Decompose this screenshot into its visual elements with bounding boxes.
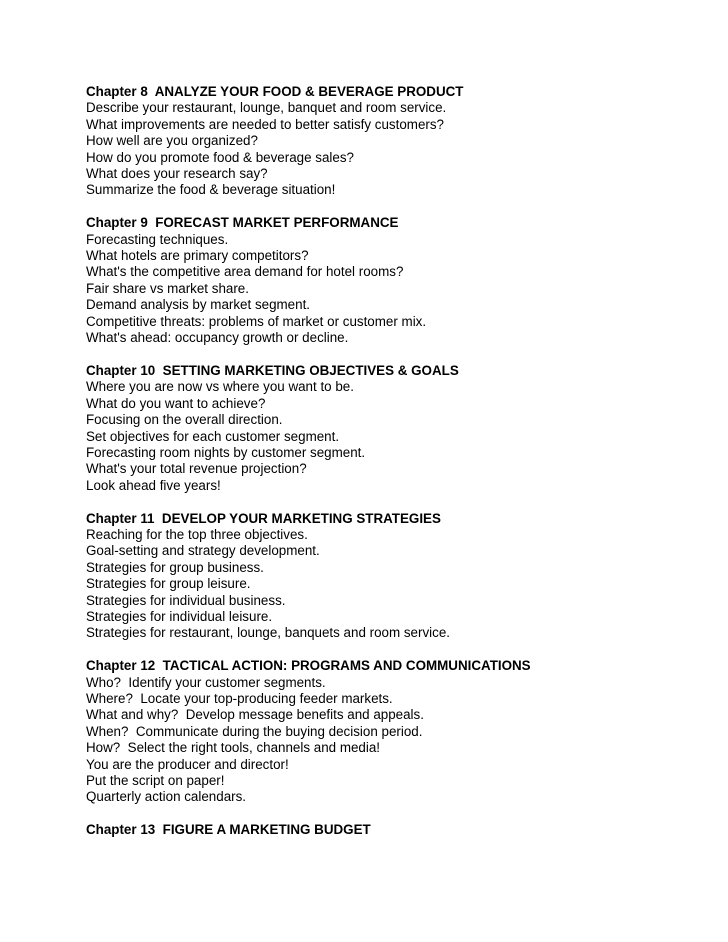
body-line: Strategies for restaurant, lounge, banquets and room service. <box>86 625 450 641</box>
body-line: Forecasting techniques. <box>86 231 229 247</box>
body-line: Put the script on paper! <box>86 773 225 788</box>
body-line: Fair share vs market share. <box>86 280 249 296</box>
body-line: Describe your restaurant, lounge, banquet and room service. <box>86 100 447 116</box>
chapter-section <box>86 511 686 642</box>
body-line: Look ahead five years! <box>86 477 221 493</box>
body-line: Strategies for individual leisure. <box>86 608 273 624</box>
body-line: How? Select the right tools, channels and media! <box>86 740 381 756</box>
chapter-heading: Chapter 9 FORECAST MARKET PERFORMANCE <box>86 215 399 231</box>
body-line: What improvements are needed to better satisfy customers? <box>86 116 444 132</box>
body-line: Demand analysis by market segment. <box>86 297 311 313</box>
body-line: Goal-setting and strategy development. <box>86 543 320 559</box>
body-line: Where? Locate your top-producing feeder markets. <box>86 690 393 706</box>
chapter-section <box>86 84 686 199</box>
body-line: Competitive threats: problems of market or customer mix. <box>86 313 427 329</box>
body-line: Quarterly action calendars. <box>86 789 247 805</box>
chapter-section <box>86 363 686 494</box>
document-page <box>86 84 686 855</box>
chapter-heading: Chapter 8 ANALYZE YOUR FOOD & BEVERAGE PRODUCT <box>86 84 464 99</box>
chapter-heading: Chapter 12 TACTICAL ACTION: PROGRAMS AND COMMUNICATIONS <box>86 658 531 674</box>
body-line: You are the producer and director! <box>86 756 289 772</box>
body-line: What's the competitive area demand for hotel rooms? <box>86 264 404 280</box>
body-line: Set objectives for each customer segment. <box>86 428 340 444</box>
chapter-section <box>86 822 686 838</box>
body-line: Where you are now vs where you want to be. <box>86 379 354 395</box>
body-line: When? Communicate during the buying decision period. <box>86 723 423 739</box>
chapter-heading: Chapter 10 SETTING MARKETING OBJECTIVES & GOALS <box>86 362 459 378</box>
chapter-section <box>86 215 686 346</box>
body-line: Reaching for the top three objectives. <box>86 526 308 542</box>
body-line: What and why? Develop message benefits and appeals. <box>86 707 424 723</box>
body-line: Strategies for individual business. <box>86 592 286 608</box>
chapter-heading: Chapter 11 DEVELOP YOUR MARKETING STRATEGIES <box>86 510 441 526</box>
body-line: How well are you organized? <box>86 133 258 149</box>
body-line: What's ahead: occupancy growth or decline. <box>86 330 349 346</box>
body-line: Forecasting room nights by customer segment. <box>86 444 366 460</box>
body-line: What does your research say? <box>86 166 268 182</box>
chapter-heading: Chapter 13 FIGURE A MARKETING BUDGET <box>86 822 371 838</box>
body-line: Strategies for group business. <box>86 559 264 575</box>
body-line: Who? Identify your customer segments. <box>86 674 326 690</box>
body-line: What do you want to achieve? <box>86 395 266 411</box>
body-line: What's your total revenue projection? <box>86 461 307 477</box>
body-line: How do you promote food & beverage sales? <box>86 149 354 165</box>
body-line: What hotels are primary competitors? <box>86 248 309 264</box>
body-line: Summarize the food & beverage situation! <box>86 182 336 198</box>
body-line: Strategies for group leisure. <box>86 576 251 592</box>
chapter-section <box>86 658 686 806</box>
body-line: Focusing on the overall direction. <box>86 412 283 428</box>
